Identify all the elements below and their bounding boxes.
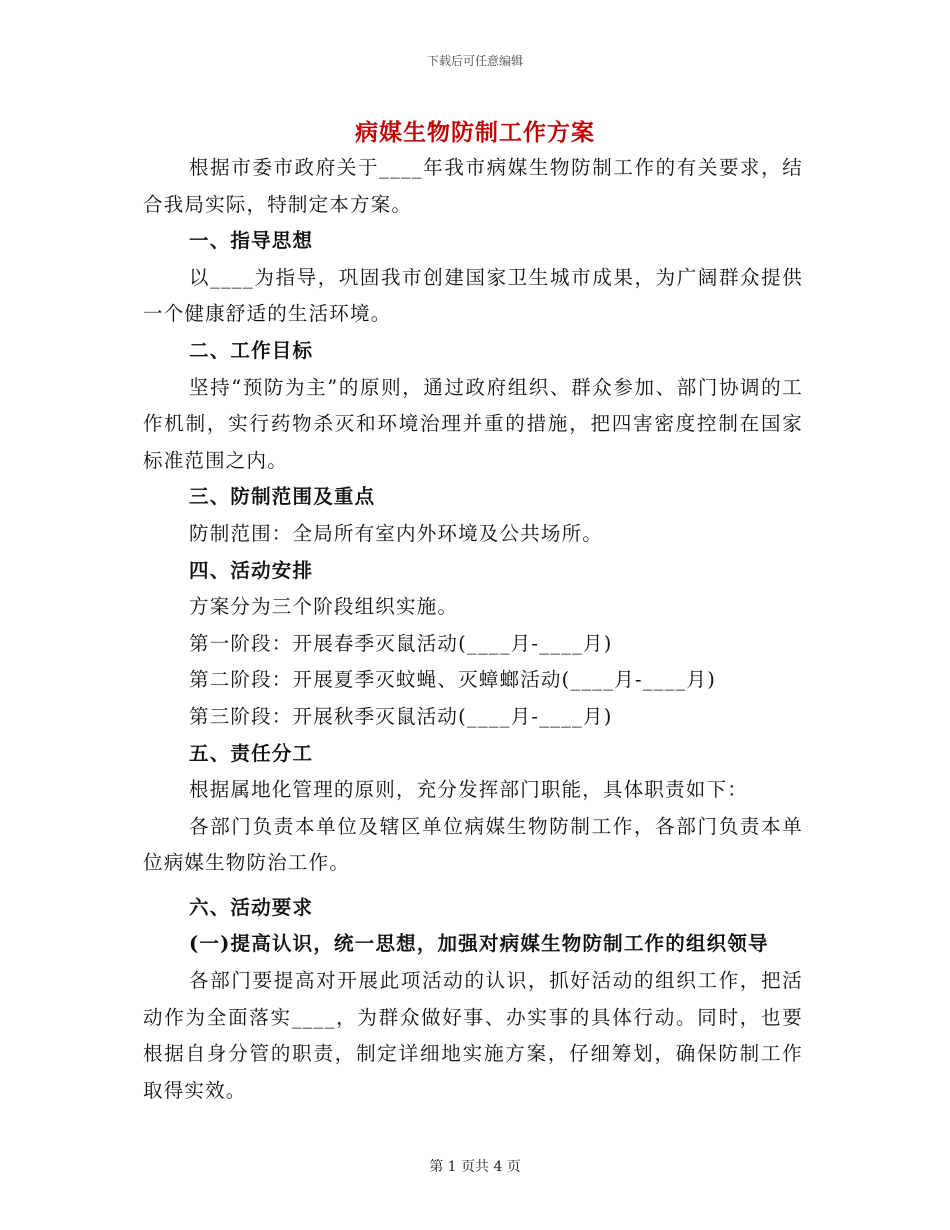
work-goals-paragraph: 坚持“预防为主”的原则，通过政府组织、群众参加、部门协调的工作机制，实行药物杀灭和环境治理并重的措施，把四害密度控制在国家标准范围之内。 bbox=[143, 375, 803, 472]
document-body bbox=[143, 150, 803, 1109]
guiding-ideology-paragraph: 以____为指导，巩固我市创建国家卫生城市成果，为广阔群众提供一个健康舒适的生活环境。 bbox=[143, 265, 803, 326]
requirements-paragraph-1: 各部门要提高对开展此项活动的认识，抓好活动的组织工作，把活动作为全面落实____，为群众做好事、办实事的具体行动。同时，也要根据自身分管的职责，制定详细地实施方案，仔细筹划，确保防制工作取得实效。 bbox=[143, 969, 803, 1102]
section-heading-guiding-ideology: 一、指导思想 bbox=[189, 229, 314, 253]
schedule-stage-2: 第二阶段：开展夏季灭蚊蝇、灭蟑螂活动(____月-____月) bbox=[189, 668, 717, 692]
responsibilities-paragraph-2: 各部门负责本单位及辖区单位病媒生物防制工作，各部门负责本单位病媒生物防治工作。 bbox=[143, 814, 803, 875]
section-heading-work-goals: 二、工作目标 bbox=[189, 338, 314, 362]
section-heading-scope: 三、防制范围及重点 bbox=[189, 485, 376, 509]
intro-paragraph: 根据市委市政府关于____年我市病媒生物防制工作的有关要求，结合我局实际，特制定本方案。 bbox=[143, 156, 803, 216]
schedule-stage-3: 第三阶段：开展秋季灭鼠活动(____月-____月) bbox=[189, 704, 613, 728]
document-title: 病媒生物防制工作方案 bbox=[355, 119, 595, 146]
requirements-subheading-1: (一)提高认识，统一思想，加强对病媒生物防制工作的组织领导 bbox=[189, 932, 769, 956]
schedule-paragraph: 方案分为三个阶段组织实施。 bbox=[189, 595, 459, 619]
section-heading-responsibilities: 五、责任分工 bbox=[189, 741, 314, 765]
scope-paragraph: 防制范围：全局所有室内外环境及公共场所。 bbox=[189, 521, 604, 545]
page-footer: 第 1 页共 4 页 bbox=[429, 1159, 521, 1175]
section-heading-requirements: 六、活动要求 bbox=[189, 895, 314, 919]
responsibilities-paragraph-1: 根据属地化管理的原则，充分发挥部门职能，具体职责如下： bbox=[189, 778, 748, 802]
schedule-stage-1: 第一阶段：开展春季灭鼠活动(____月-____月) bbox=[189, 631, 613, 655]
header-note: 下载后可任意编辑 bbox=[426, 54, 523, 68]
section-heading-schedule: 四、活动安排 bbox=[189, 558, 314, 582]
